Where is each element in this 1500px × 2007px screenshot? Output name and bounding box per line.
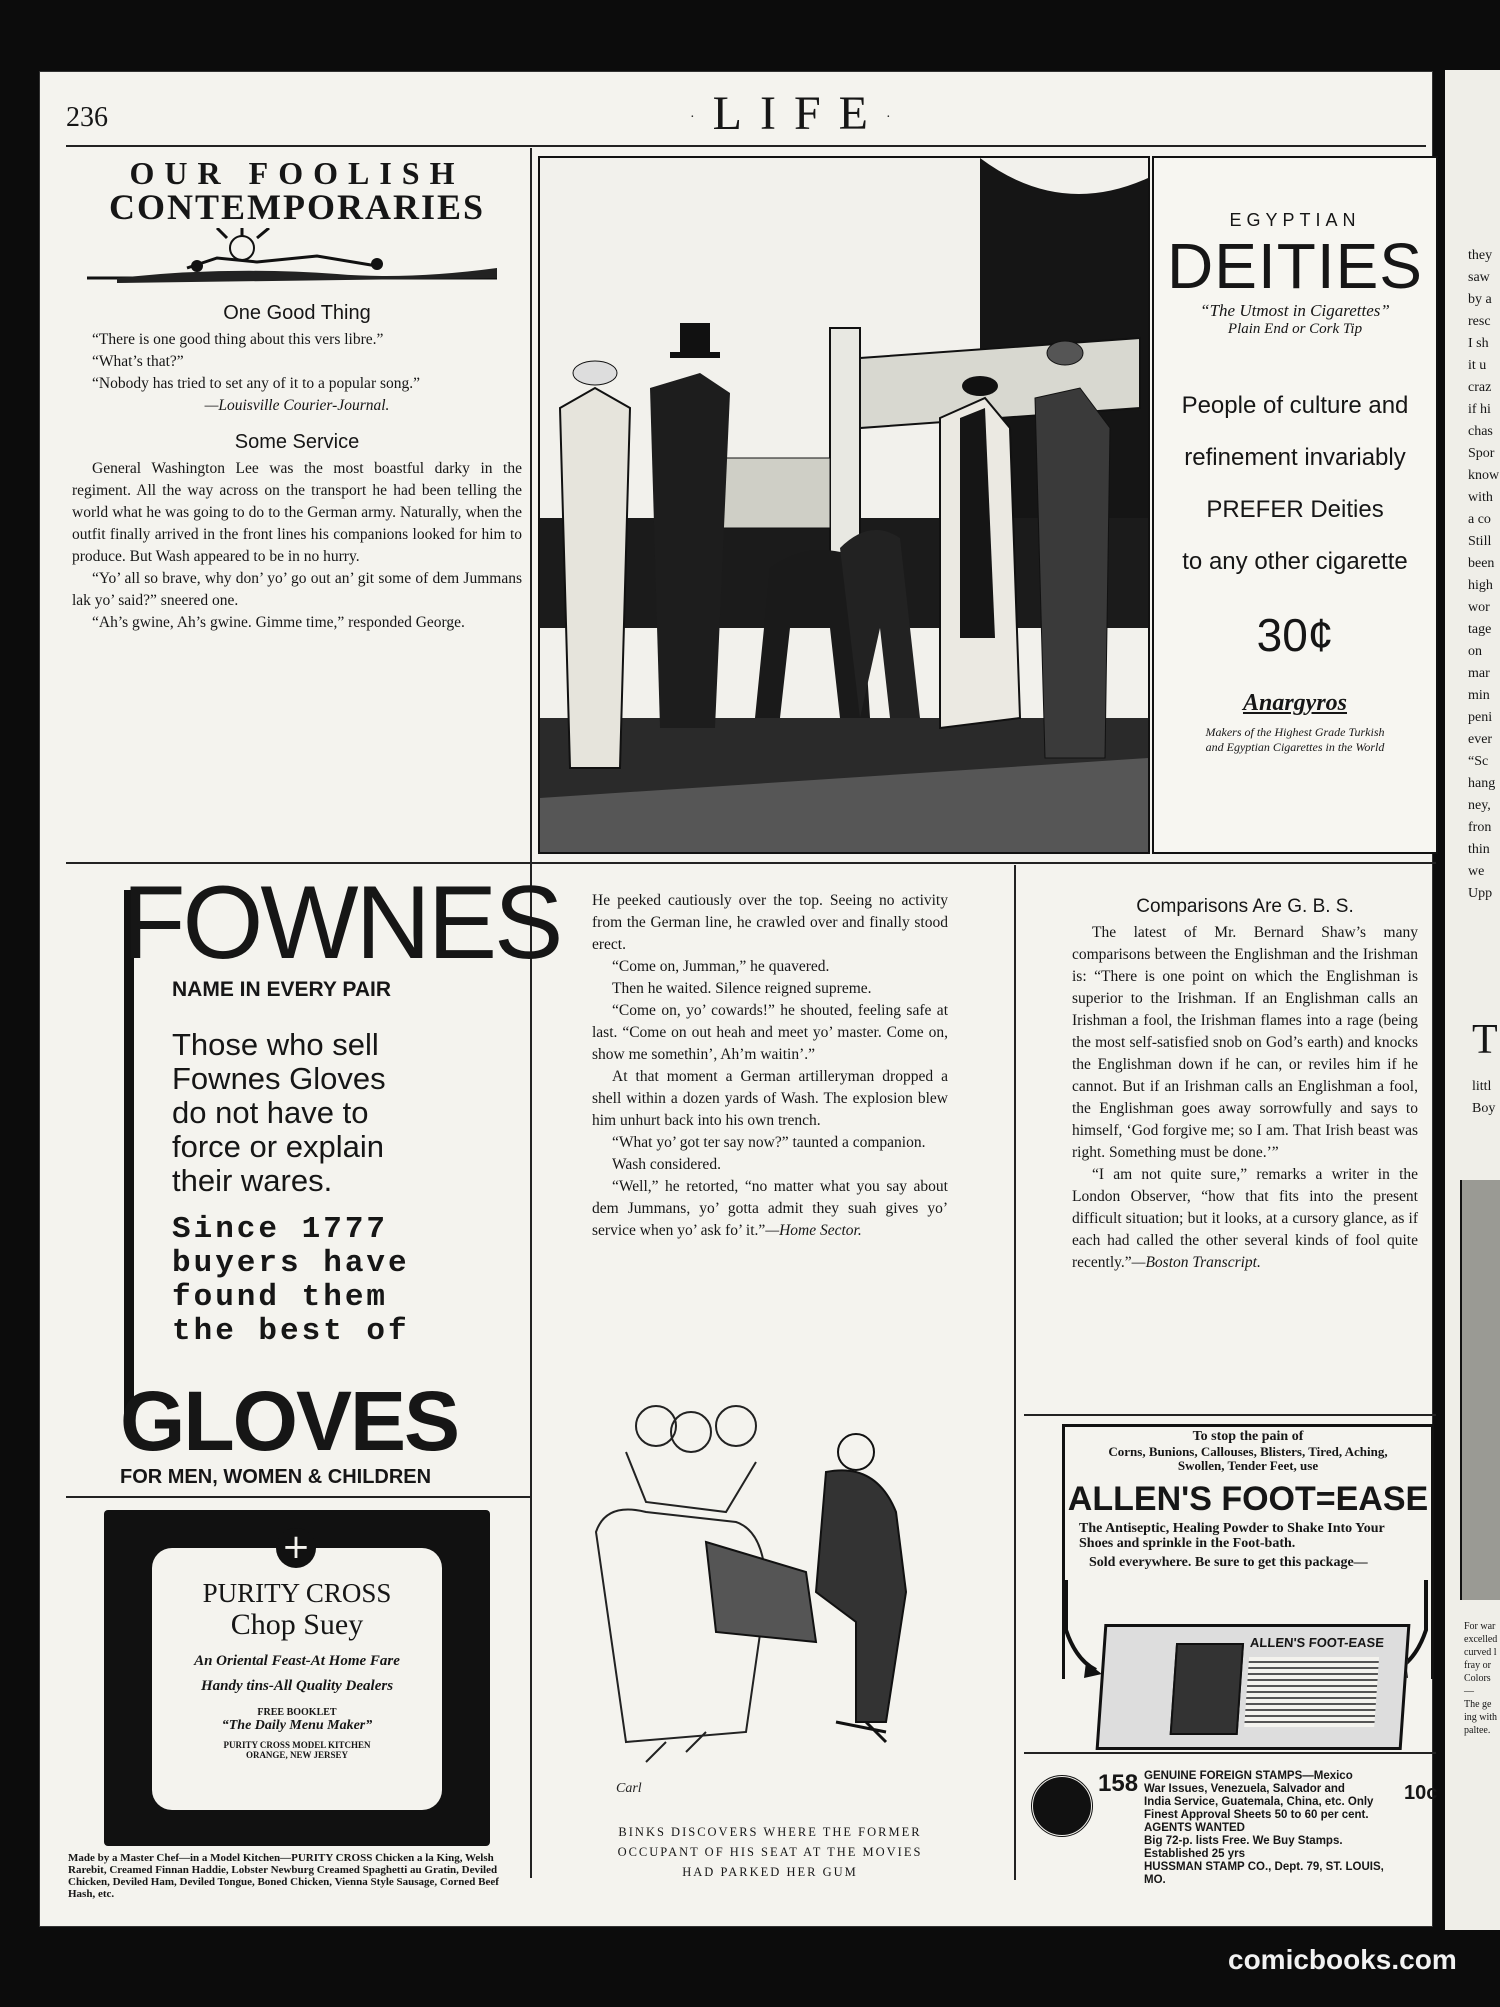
page-number: 236 — [66, 102, 108, 133]
stamps-text: GENUINE FOREIGN STAMPS—Mexico War Issues, Venezuela, Salvador and India Service, Guatemala, China, etc. Only Finest Approval Sheets 50 to 60 per cent. AGENTS WANTED Big 72-p. lists Free. We Buy Stamps. Established 25 yrs HUSSMAN STAMP CO., Dept. 79, ST. LOUIS, MO. — [1144, 1770, 1384, 1886]
deities-price: 30¢ — [1256, 609, 1334, 661]
cross-icon: + — [276, 1528, 316, 1568]
purity-inner: + PURITY CROSS Chop Suey An Oriental Feast-At Home Fare Handy tins-All Quality Dealers FREE BOOKLET “The Daily Menu Maker” PURITY CROSS MODEL KITCHEN ORANGE, NEW JERSEY — [152, 1548, 442, 1810]
article-title: One Good Thing — [223, 302, 371, 324]
section-rule — [66, 1496, 530, 1498]
facing-page-big-letter: T — [1472, 1017, 1498, 1063]
facing-page-text: they saw by a resc I sh it u craz if hi chas Spor know with a co Still been high wor tage on mar min peni ever “Sc hang ney, fron thin we Upp — [1468, 248, 1500, 901]
deities-pre: EGYPTIAN — [1229, 210, 1361, 230]
movie-cartoon — [586, 1392, 956, 1812]
article-source: —Boston Transcript. — [1131, 1254, 1261, 1271]
portrait — [1170, 1643, 1244, 1735]
column-rule — [66, 862, 1436, 864]
allens-brand: ALLEN'S FOOT=EASE — [1067, 1480, 1429, 1518]
stamps-price: 10c — [1404, 1782, 1438, 1804]
header-rule — [66, 145, 1426, 147]
article-body: The latest of Mr. Bernard Shaw’s many comparisons between the Englishman and the Irishman is: “There is one point on which the Englishman is superior to the Irishman. If an Englishman calls an Irishman a fool, the Irishman flames into a rage (being the most self-satisfied snob on God’s earth) and knocks the Englishman down if he can, or reviles him if he cannot. But if an Irishman calls an Englishman a fool, the Englishman goes away sorrowfully and says to himself, ‘God forgive me; so I am. That Irish beast was right. Something must be done.’” “I am not quite sure,” remarks a writer in the London Observer, “how that fits into the present difficult situation; but it looks, at a cursory glance, as if each had called the other several kinds of fool quite recently.”—Boston Transcript. — [1072, 924, 1418, 1271]
deities-illustration — [538, 156, 1150, 854]
deities-ad — [1152, 156, 1438, 854]
deities-signature: Anargyros — [1242, 690, 1348, 716]
fownes-sub: NAME IN EVERY PAIR — [172, 978, 391, 1001]
fownes-lines-2: Since 1777 buyers have found them the best of — [172, 1212, 410, 1349]
foolish-contemporaries-section — [72, 156, 522, 634]
story-continued: He peeked cautiously over the top. Seeing no activity from the German line, he crawled over and finally stood erect. “Come on, Jumman,” he quavered. Then he waited. Silence reigned supreme. “Come on, yo’ cowards!” he shouted, feeling safe at last. “Come on out heah and meet yo’ master. Come on, show me somethin’, Ah’m waitin’.” At that moment a German artilleryman dropped a shell within a dozen yards of Wash. The explosion blew him unhurt back into his own trench. “What yo’ got ter say now?” taunted a companion. Wash considered. “Well,” he retorted, “no matter what you say about dem Jummans, yo’ gotta admit they suah gives yo’ service when yo’ ask fo’ it.”—Home Sector. — [592, 892, 948, 1239]
masthead: ·LIFE· — [690, 87, 909, 140]
article-title: Comparisons Are G. B. S. — [1136, 896, 1354, 917]
deities-brand: DEITIES — [1167, 230, 1423, 302]
facing-page-image — [1460, 1180, 1500, 1600]
facing-page-tail: littl Boy — [1472, 1079, 1496, 1116]
section-banner: OUR FOOLISH CONTEMPORARIES — [108, 155, 486, 227]
stamps-ad — [1028, 1760, 1438, 1886]
cartoon-caption: BINKS DISCOVERS WHERE THE FORMER OCCUPANT OF HIS SEAT AT THE MOVIES HAD PARKED HER GUM — [617, 1825, 923, 1879]
fownes-gloves: GLOVES — [120, 1374, 459, 1468]
section-rule — [1024, 1752, 1436, 1754]
deities-body: People of culture and refinement invariably PREFER Deities to any other cigarette — [1181, 392, 1409, 575]
stamps-count: 158 — [1098, 1770, 1139, 1797]
section-rule — [1024, 1414, 1436, 1416]
article-source: —Home Sector. — [765, 1222, 862, 1239]
watermark: comicbooks.com — [1228, 1944, 1457, 1975]
deities-tips: Plain End or Cork Tip — [1227, 321, 1363, 337]
article-source: —Louisville Courier-Journal. — [204, 397, 390, 414]
purity-footer: Made by a Master Chef—in a Model Kitchen—PURITY CROSS Chicken a la King, Welsh Rarebit, Creamed Finnan Haddie, Lobster Newburg Creamed Spaghetti au Gratin, Deviled Chicken, Deviled Ham, Deviled Tongue, Boned Chicken, Vienna Style Sausage, Corned Beef Hash, etc. — [68, 1852, 499, 1900]
column-rule — [530, 148, 532, 1878]
fownes-lines: Those who sell Fownes Gloves do not have to force or explain their wares. — [172, 1027, 386, 1198]
allens-foot-ease-ad: To stop the pain of Corns, Bunions, Callouses, Blisters, Tired, Aching, Swollen, Tender Feet, use ALLEN'S FOOT=EASE The Antiseptic, Healing Powder to Shake Into Your Shoes and sprinkle in the Foot-bath. Sold everywhere. Be sure to get this package— — [1062, 1424, 1434, 1679]
column-rule — [1014, 865, 1016, 1880]
svg-text:Carl: Carl — [616, 1781, 642, 1796]
article-title: Some Service — [234, 431, 360, 453]
fownes-brand: FOWNES — [122, 865, 561, 981]
comparisons-article — [1072, 892, 1418, 1274]
purity-cross-ad — [104, 1510, 490, 1846]
foot-ease-box-label: ALLEN'S FOOT-EASE — [1249, 1635, 1385, 1650]
deities-makers: Makers of the Highest Grade Turkish and Egyptian Cigarettes in the World — [1205, 725, 1385, 754]
fownes-for: FOR MEN, WOMEN & CHILDREN — [120, 1466, 432, 1488]
fownes-ad — [72, 865, 561, 1498]
jester-illustration — [77, 228, 517, 288]
facing-page-small: For war excelled curved l fray or Colors— The ge ing with paltee. — [1464, 1621, 1498, 1736]
foot-ease-box — [1096, 1624, 1411, 1750]
stamp-icon — [1030, 1774, 1094, 1838]
deities-tagline: “The Utmost in Cigarettes” — [1200, 301, 1390, 320]
box-lines — [1244, 1657, 1379, 1727]
article-body: “There is one good thing about this vers libre.” “What’s that?” “Nobody has tried to set any of it to a popular song.” —Louisville Courier-Journal. — [72, 329, 522, 417]
article-body: General Washington Lee was the most boastful darky in the regiment. All the way across on the transport he had been telling the world what he was going to do to the German army. Naturally, when the outfit finally arrived in the front lines his companions looked for him to produce. But Wash appeared to be in no hurry. “Yo’ all so brave, why don’ yo’ go out an’ git some of dem Jummans lak yo’ said?” sneered one. “Ah’s gwine, Ah’s gwine. Gimme time,” responded George. — [72, 460, 522, 631]
